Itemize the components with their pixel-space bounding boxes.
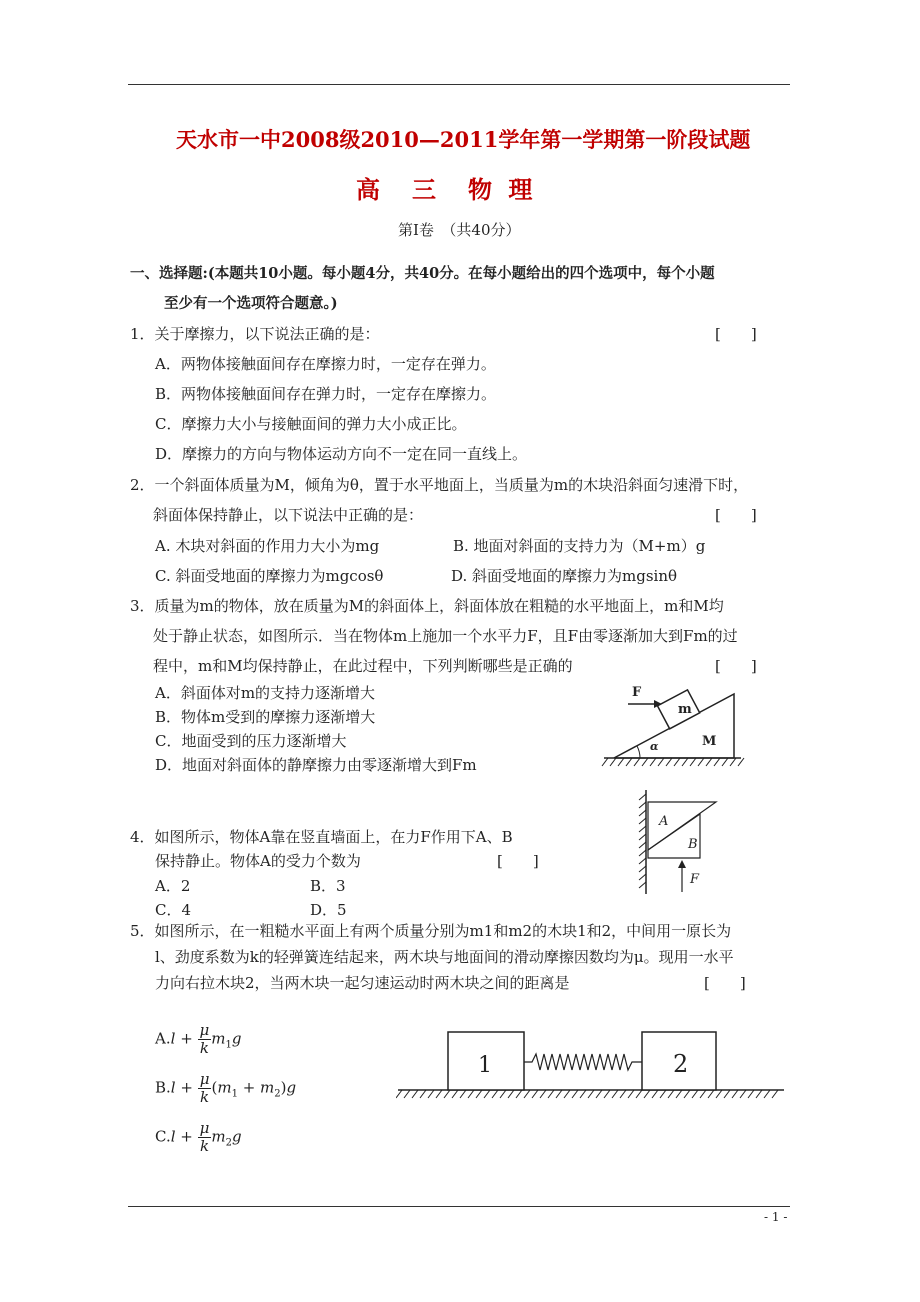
q5-option-b-label: B. xyxy=(155,1078,171,1097)
section-heading-cont: 至少有一个选项符合题意。) xyxy=(164,295,338,312)
q2-option-c: C. 斜面受地面的摩擦力为mgcosθ xyxy=(155,567,384,585)
top-rule xyxy=(128,84,790,85)
q2-stem: 2．一个斜面体质量为M，倾角为θ，置于水平地面上，当质量为m的木块沿斜面匀速滑下时， xyxy=(130,476,749,494)
q1-option-b: B．两物体接触面间存在弹力时，一定存在摩擦力。 xyxy=(155,385,497,403)
q5-option-c: C.l + $\frac{\mu}{k}$ $m_2g$ xyxy=(155,1119,242,1155)
q2-option-d: D. 斜面受地面的摩擦力为mgsinθ xyxy=(451,567,678,585)
bottom-rule xyxy=(128,1206,790,1207)
fig4-force-label: F xyxy=(690,872,700,887)
q3-stem: 3．质量为m的物体，放在质量为M的斜面体上，斜面体放在粗糙的水平地面上，m和M均 xyxy=(130,597,724,615)
fig3-block-m-label: m xyxy=(678,702,692,717)
volume-label: 第Ⅰ卷 （共40分） xyxy=(398,221,521,239)
exam-title: 天水市一中2008级2010—2011学年第一学期第一阶段试题 xyxy=(176,127,751,152)
page-number: - 1 - xyxy=(764,1210,788,1224)
q3-option-d: D．地面对斜面体的静摩擦力由零逐渐增大到Fm xyxy=(155,756,477,774)
fig4-block-B-label: B xyxy=(688,837,698,852)
q4-option-b: B．3 xyxy=(310,877,346,895)
q3-option-c: C．地面受到的压力逐渐增大 xyxy=(155,732,347,750)
q5-option-c-label: C. xyxy=(155,1127,171,1146)
q5-answer-bracket: [ ] xyxy=(704,974,746,992)
q2-option-a: A. 木块对斜面的作用力大小为mg xyxy=(155,537,380,555)
block-2-label: 2 xyxy=(673,1050,689,1078)
q3-answer-bracket: [ ] xyxy=(715,657,757,675)
fig3-wedge-M-label: M xyxy=(702,734,717,749)
q3-stem-cont: 处于静止状态，如图所示．当在物体m上施加一个水平力F，且F由零逐渐加大到Fm的过 xyxy=(153,627,738,645)
q1-option-d: D．摩擦力的方向与物体运动方向不一定在同一直线上。 xyxy=(155,445,528,463)
q5-option-a: A.l + $\frac{\mu}{k}$ $m_1g$ xyxy=(155,1021,242,1057)
q4-stem-cont: 保持静止。物体A的受力个数为 xyxy=(155,852,361,870)
q5-stem-cont: l、劲度系数为k的轻弹簧连结起来，两木块与地面间的滑动摩擦因数均为μ。现用一水平 xyxy=(155,948,734,966)
incline-figure xyxy=(600,680,745,772)
section-heading: 一、选择题:(本题共10小题。每小题4分，共40分。在每小题给出的四个选项中，每个小题 xyxy=(130,265,715,282)
q5-stem-cont2: 力向右拉木块2，当两木块一起匀速运动时两木块之间的距离是 xyxy=(155,974,570,992)
q5-stem: 5．如图所示，在一粗糙水平面上有两个质量分别为m1和m2的木块1和2，中间用一原长为 xyxy=(130,922,732,940)
q4-option-d: D．5 xyxy=(310,901,347,919)
q2-option-b: B. 地面对斜面的支持力为（M+m）g xyxy=(453,537,706,555)
fig4-block-A-label: A xyxy=(659,814,669,829)
fig3-angle-label: α xyxy=(650,740,659,753)
subject-title: 高 三 物 理 xyxy=(356,175,537,204)
q5-option-a-label: A. xyxy=(155,1029,171,1048)
q5-option-b: B.l + $\frac{\mu}{k}$ $(m_1 + m_2)g$ xyxy=(155,1070,297,1106)
q2-stem-cont: 斜面体保持静止，以下说法中正确的是： xyxy=(153,506,424,524)
q4-option-c: C．4 xyxy=(155,901,192,919)
q1-option-c: C．摩擦力大小与接触面间的弹力大小成正比。 xyxy=(155,415,467,433)
q1-answer-bracket: [ ] xyxy=(715,325,757,343)
spring-blocks-figure xyxy=(396,1028,786,1104)
q3-stem-cont2: 程中，m和M均保持静止，在此过程中，下列判断哪些是正确的 xyxy=(153,657,573,675)
q3-option-a: A．斜面体对m的支持力逐渐增大 xyxy=(155,684,376,702)
q1-option-a: A．两物体接触面间存在摩擦力时，一定存在弹力。 xyxy=(155,355,496,373)
q2-answer-bracket: [ ] xyxy=(715,506,757,524)
block-1-label: 1 xyxy=(478,1053,492,1078)
q4-option-a: A．2 xyxy=(155,877,191,895)
wall-figure xyxy=(636,788,726,898)
q1-stem: 1．关于摩擦力，以下说法正确的是： xyxy=(130,325,380,343)
fig3-force-label: F xyxy=(632,685,642,700)
q4-stem: 4．如图所示，物体A靠在竖直墙面上，在力F作用下A、B xyxy=(130,828,513,846)
q4-answer-bracket: [ ] xyxy=(497,852,539,870)
q3-option-b: B．物体m受到的摩擦力逐渐增大 xyxy=(155,708,376,726)
